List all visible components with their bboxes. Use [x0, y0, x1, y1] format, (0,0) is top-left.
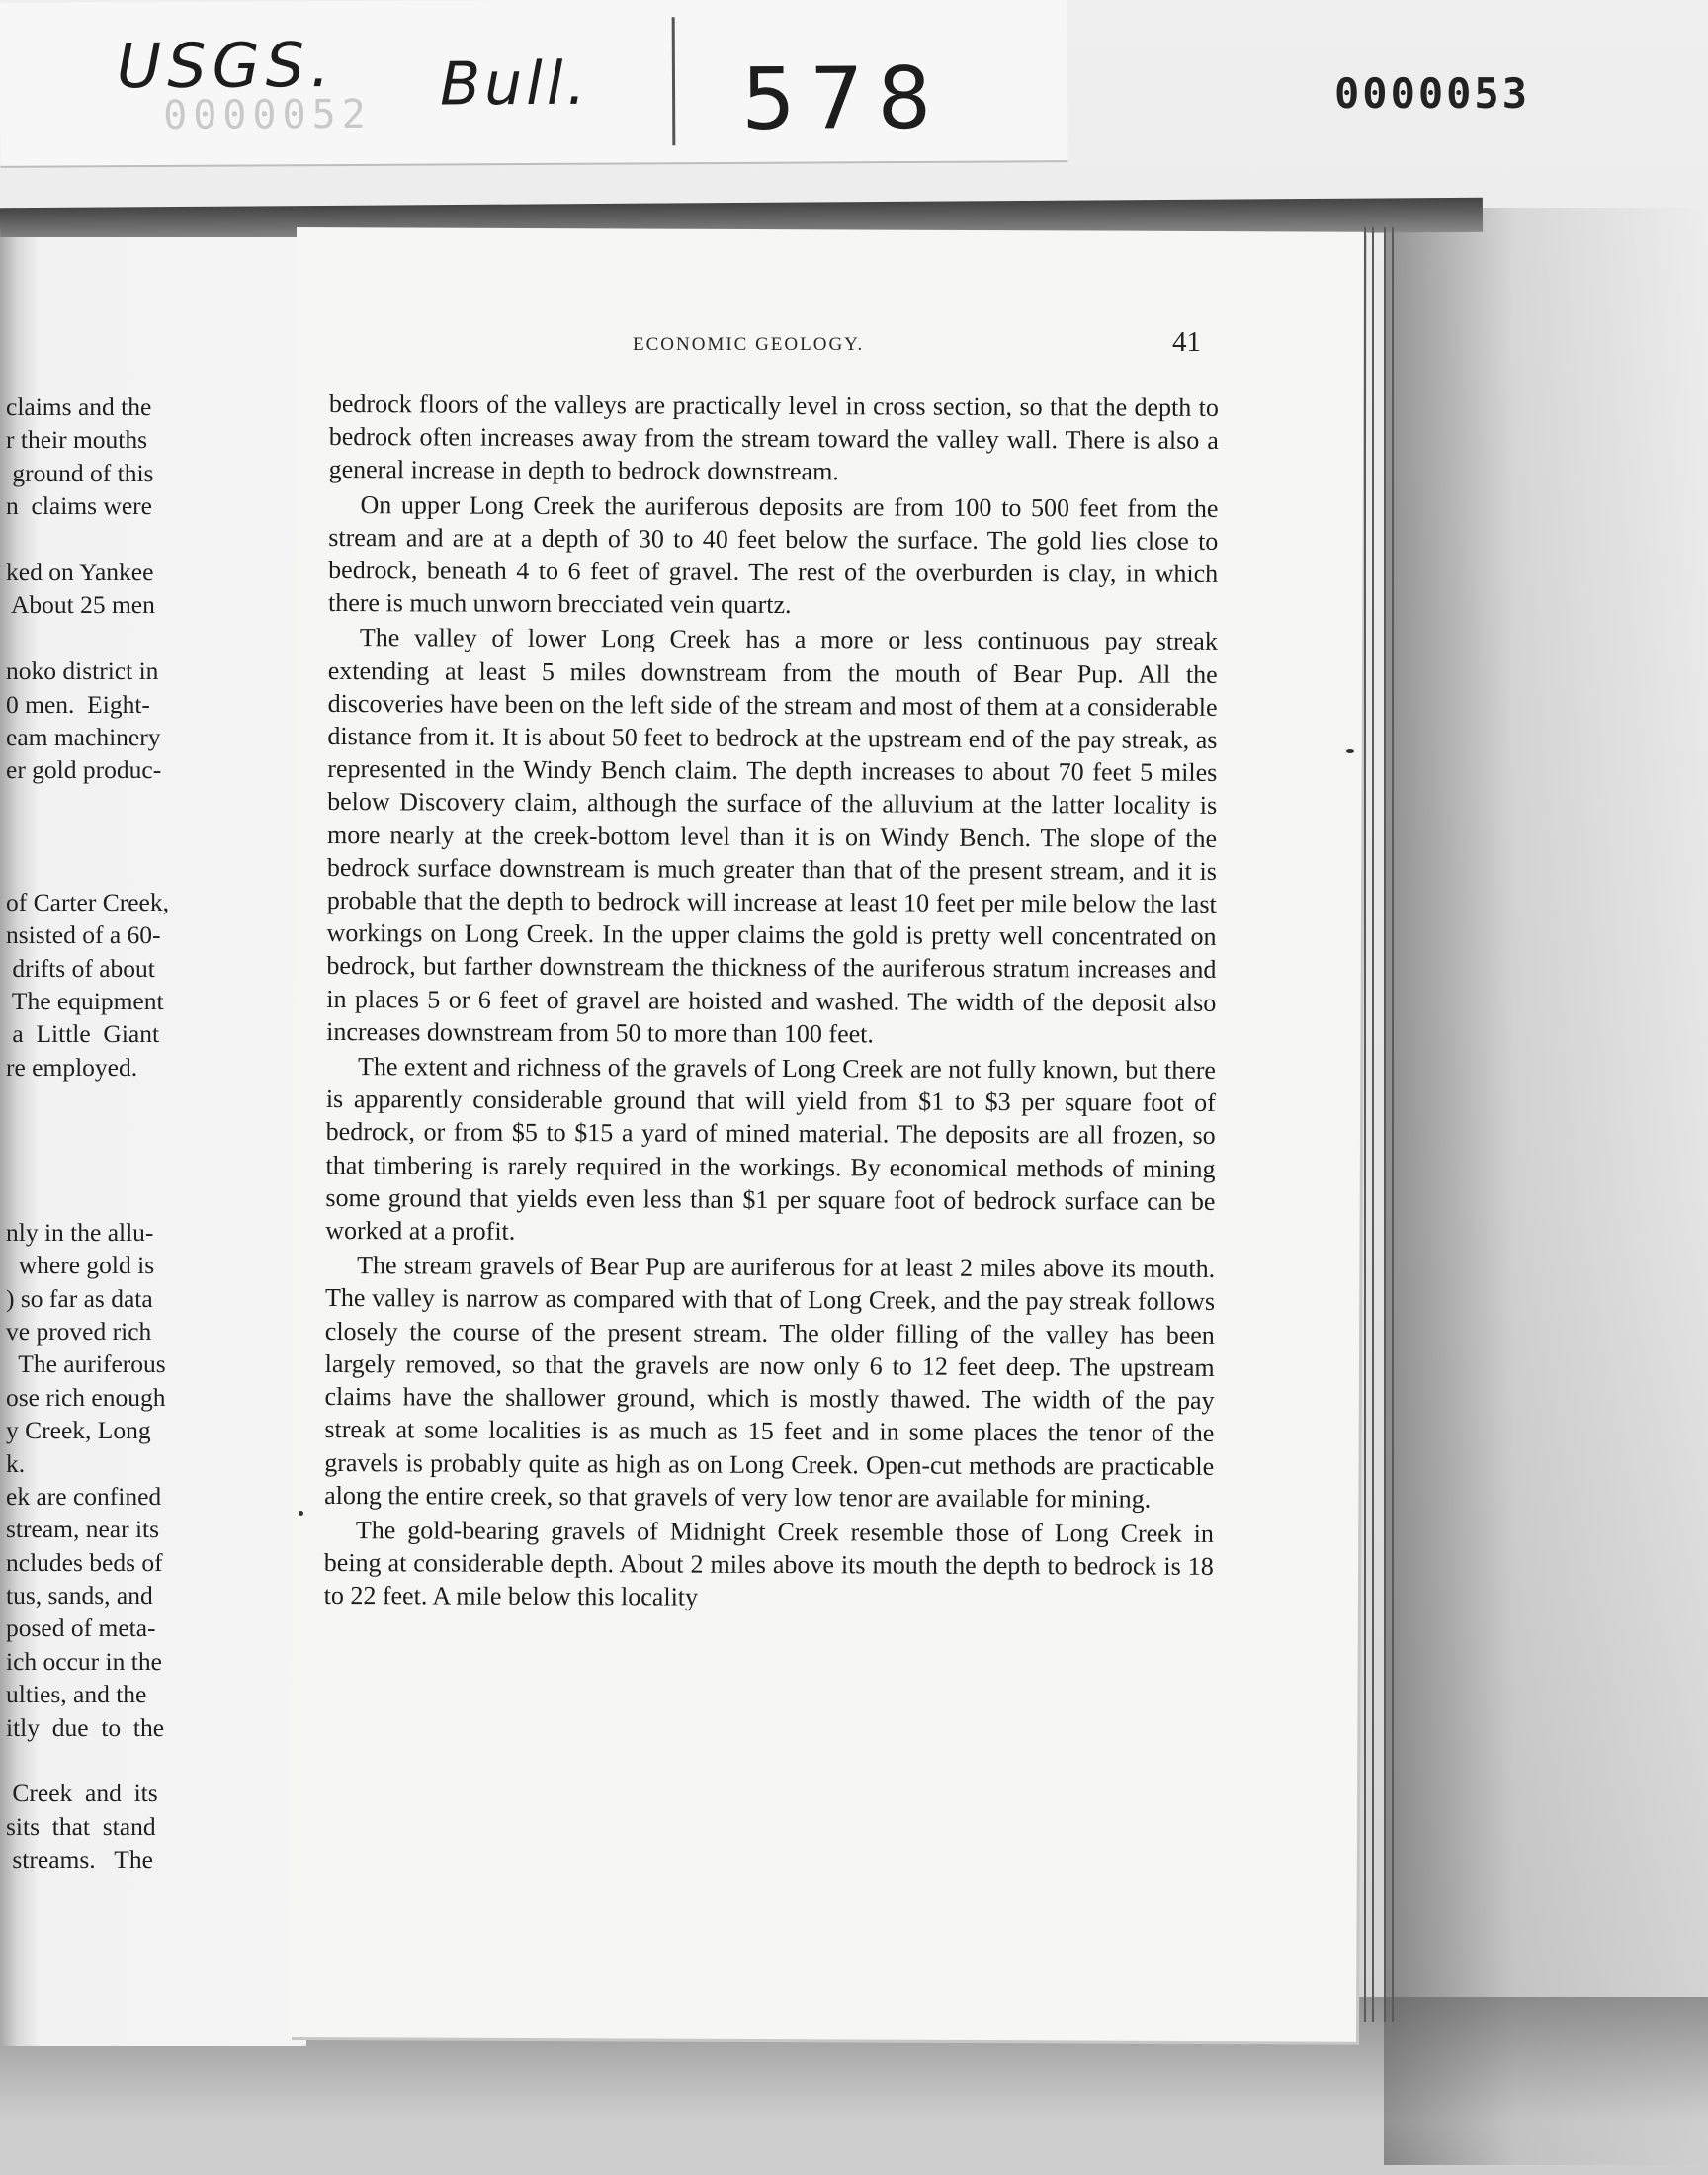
left-page-line: The auriferous	[6, 1349, 166, 1379]
page-edge-lines	[1362, 227, 1396, 2022]
left-page-line: where gold is	[6, 1251, 155, 1280]
page-shadow-right	[1384, 208, 1708, 2165]
left-page-line	[6, 1744, 302, 1777]
left-page-line: posed of meta-	[6, 1613, 156, 1643]
left-page-line: About 25 men	[6, 590, 155, 620]
left-page-line: k.	[6, 1448, 26, 1478]
label-number: 578	[740, 48, 946, 149]
left-page-line: The equipment	[6, 987, 164, 1016]
paragraph: The gold-bearing gravels of Midnight Creek resemble those of Long Creek in being at considerable depth. About 2 miles above its mouth the depth to bedrock is 18 to 22 feet. A mile below this locality	[323, 1516, 1215, 1611]
paragraph: On upper Long Creek the auriferous deposits are from 100 to 500 feet from the stream and are at a depth of 30 to 40 feet below the surface. The gold lies close to bedrock, beneath 4 to 6 feet of gravel. The rest of the overburden is clay, in which there is much unworn brecciated vein quartz.	[327, 489, 1219, 620]
left-page-text	[6, 391, 302, 1876]
left-page-line: n claims were	[6, 491, 152, 521]
left-page-line	[6, 622, 302, 654]
left-page-line: noko district in	[6, 656, 159, 686]
left-page-line: ground of this	[6, 458, 154, 487]
left-page-line: nly in the allu-	[6, 1217, 154, 1247]
left-page-line	[6, 1182, 302, 1215]
document-number: 0000053	[1334, 69, 1531, 118]
left-page-line: 0 men. Eight-	[6, 689, 150, 719]
left-page-line: ek are confined	[6, 1481, 162, 1511]
label-bulletin: Bull.	[439, 48, 590, 120]
left-page-line: r their mouths	[6, 425, 148, 455]
left-page-fragment	[0, 237, 306, 2046]
left-page-line	[6, 787, 302, 820]
running-head: ECONOMIC GEOLOGY.	[633, 334, 865, 355]
left-page-line: claims and the	[6, 392, 152, 421]
left-page-line: tus, sands, and	[6, 1581, 153, 1610]
left-page-line: re employed.	[6, 1052, 138, 1082]
left-page-line: er gold produc-	[6, 755, 162, 785]
left-page-line: ulties, and the	[6, 1680, 147, 1709]
left-page-line: ve proved rich	[6, 1316, 152, 1346]
label-divider	[672, 17, 676, 145]
left-page-line: streams. The	[6, 1845, 153, 1874]
paragraph: The valley of lower Long Creek has a more or less continuous pay streak extending at least 5 miles downstream from the mouth of Bear Pup. All the discoveries have been on the left side of the stream and most of them at a considerable distance from it. It is about 50 feet to bedrock at the upstream end of the pay streak, as represented in the Windy Bench claim. The depth increases to about 70 feet 5 miles below Discovery claim, although the surface of the alluvium at the latter locality is more nearly at the creek-bottom level than it is on Windy Bench. The slope of the bedrock surface downstream is much greater than that of the present stream, and it is probable that the depth to bedrock will increase at least 10 feet per mile below the last workings on Long Creek. In the upper claims the gold is pretty well concentrated on bedrock, but farther downstream the thickness of the auriferous stratum increases and in places 5 or 6 feet of gravel are hoisted and washed. The width of the deposit also increases downstream from 50 to more than 100 feet.	[326, 623, 1218, 1049]
left-page-line	[6, 852, 302, 885]
left-page-line: ked on Yankee	[6, 557, 154, 586]
left-page-line: Creek and its	[6, 1779, 158, 1808]
paragraph: bedrock floors of the valleys are practically level in cross section, so that the depth to bedrock often increases away from the stream toward the valley wall. There is also a general increase in depth to bedrock downstream.	[328, 389, 1219, 486]
left-page-line	[6, 523, 302, 556]
label-series: USGS.	[116, 29, 336, 103]
left-page-line: ich occur in the	[6, 1646, 162, 1676]
left-page-line: of Carter Creek,	[6, 887, 169, 916]
faint-stamp: 0000052	[163, 91, 372, 138]
left-page-line	[6, 1150, 302, 1182]
left-page-line	[6, 1117, 302, 1150]
left-page-line: nsisted of a 60-	[6, 920, 161, 950]
left-page-line: stream, near its	[6, 1515, 160, 1544]
left-page-line: itly due to the	[6, 1712, 165, 1742]
paragraph: The extent and richness of the gravels of Long Creek are not fully known, but there is apparently considerable ground that will yield from $1 to $3 per square foot of bedrock, or from $5 to $15 a yard of mined material. The deposits are all frozen, so that timbering is rarely required in the workings. By economical methods of mining some ground that yields even less than $1 per square foot of bedrock surface can be worked at a profit.	[325, 1052, 1217, 1246]
left-page-line	[6, 820, 302, 852]
body-text	[324, 388, 1219, 1617]
page-number: 41	[1172, 326, 1201, 358]
left-page-line: a Little Giant	[6, 1019, 160, 1049]
left-page-line: eam machinery	[6, 722, 161, 751]
handwritten-label-strip	[0, 0, 1068, 168]
left-page-line: ) so far as data	[6, 1283, 153, 1313]
left-page-line: ose rich enough	[6, 1382, 166, 1412]
left-page-line: y Creek, Long	[6, 1416, 151, 1445]
left-page-line	[6, 1084, 302, 1116]
left-page-line: drifts of about	[6, 953, 155, 983]
left-page-line: sits that stand	[6, 1811, 156, 1841]
paragraph: The stream gravels of Bear Pup are auriferous for at least 2 miles above its mouth. The valley is narrow as compared with that of Long Creek, and the pay streak follows closely the course of the present stream. The older filling of the valley has been largely removed, so that the gravels are now only 6 to 12 feet deep. The upstream claims have the shallower ground, which is mostly thawed. The width of the pay streak at some localities is as much as 15 feet and in some places the tenor of the gravels is probably quite as high as on Long Creek. Open-cut methods are practicable along the entire creek, so that gravels of very low tenor are available for mining.	[324, 1251, 1216, 1514]
scan-speck	[1346, 749, 1354, 753]
scan-speck	[299, 1511, 303, 1516]
left-page-line: ncludes beds of	[6, 1547, 163, 1577]
